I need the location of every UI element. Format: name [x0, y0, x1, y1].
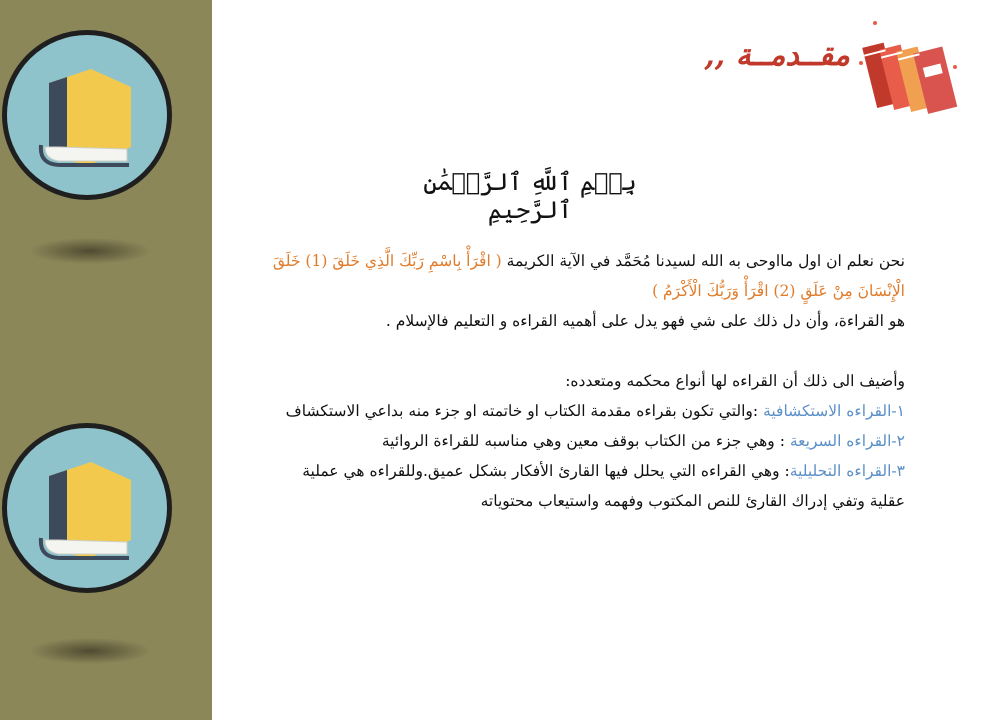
book-icon	[31, 61, 143, 173]
reading-type-3	[265, 456, 905, 516]
book-icon	[31, 454, 143, 566]
reading-type-label: ٣-القراءه التحليلية	[789, 462, 905, 480]
reading-type-label: ٢-القراءه السريعة	[789, 432, 905, 450]
badge-shadow-top	[30, 238, 150, 264]
quran-verse: ( اقْرَأْ بِاسْمِ رَبِّكَ الَّذِي خَلَقَ (1) خَلَقَ الْإِنْسَانَ مِنْ عَلَقٍ (2) اقْرَأْ وَرَبُّكَ الْأَكْرَمُ )	[272, 252, 905, 300]
reading-type-1	[265, 396, 905, 426]
side-panel	[0, 0, 212, 720]
basmala: بِسۡمِ ٱللَّهِ ٱلرَّحۡمَٰنِ ٱلرَّحِيمِ	[423, 168, 637, 224]
reading-type-label: ١-القراءه الاستكشافية	[763, 402, 905, 420]
types-intro: وأضيف الى ذلك أن القراءه لها أنواع محكمه ومتعدده:	[565, 372, 905, 390]
intro-conclusion: هو القراءة، وأن دل ذلك على شي فهو يدل على أهميه القراءه و التعليم فالإسلام .	[385, 312, 905, 330]
slide-body	[265, 246, 905, 516]
books-stack-icon	[855, 15, 965, 125]
reading-type-text: : وهي جزء من الكتاب بوقف معين وهي مناسبه للقراءة الروائية	[381, 432, 790, 450]
badge-shadow-bottom	[30, 638, 150, 664]
reading-type-text: :والتي تكون بقراءه مقدمة الكتاب او خاتمته او جزء منه بداعي الاستكشاف	[285, 402, 764, 420]
intro-text: نحن نعلم ان اول مااوحى به الله لسيدنا مُحَمَّد في الآية الكريمة	[501, 252, 905, 270]
reading-type-text: : وهي القراءه التي يحلل فيها القارئ الأفكار بشكل عميق.وللقراءه هي عملية عقلية وتفي إدراك القارئ للنص المكتوب وفهمه واستيعاب محتوياته	[302, 462, 905, 510]
book-badge-bottom	[2, 423, 172, 593]
reading-type-2	[265, 426, 905, 456]
book-badge-top	[2, 30, 172, 200]
intro-paragraph	[265, 246, 905, 306]
slide-title: مقــدمــة ,,	[704, 38, 850, 73]
